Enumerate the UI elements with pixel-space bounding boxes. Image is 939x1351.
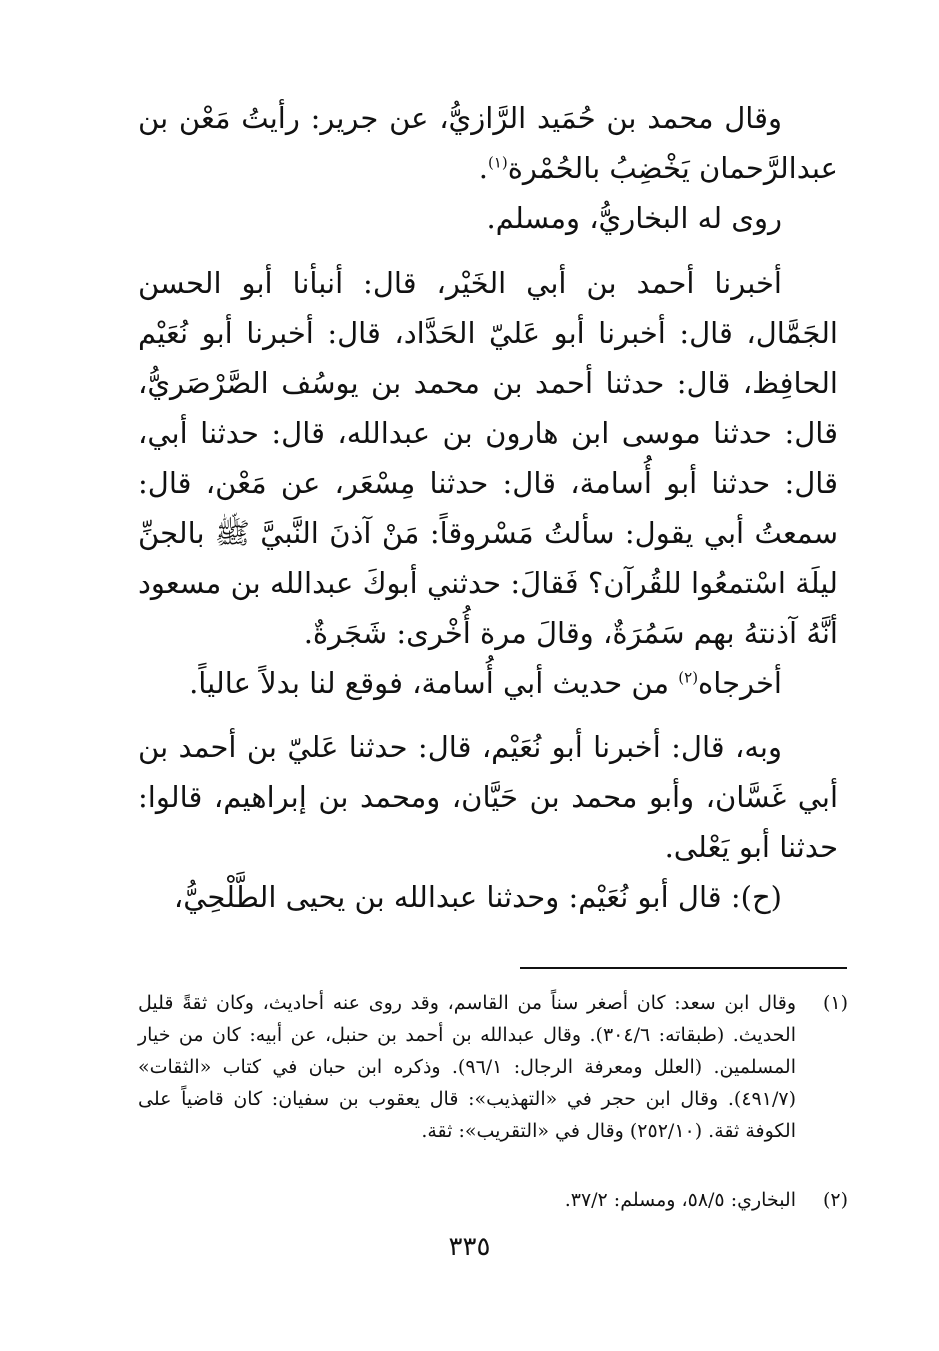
footnote-1-number: (١)	[822, 992, 848, 1014]
footnote-2	[138, 1184, 848, 1216]
paragraph-4-text: أخرجاه	[698, 666, 782, 700]
footnote-ref-1: (١)	[487, 153, 508, 172]
main-text-block-2	[138, 258, 838, 708]
footnote-2-number: (٢)	[822, 1189, 848, 1211]
footnote-1-text: وقال ابن سعد: كان أصغر سناً من القاسم، وقد روى عنه أحاديث، وكان ثقةً قليل الحديث. (طبقاته: ٣٠٤/٦). وقال عبدالله بن أحمد بن حنبل، عن أبيه: كان من خيار المسلمين. (العلل ومعرفة الرجال: ٩٦/١). وذكره ابن حبان في كتاب «الثقات» (٤٩١/٧). وقال ابن حجر في «التهذيب»: قال يعقوب بن سفيان: كان قاضياً على الكوفة ثقة. (٢٥٢/١٠) وقال في «التقريب»: ثقة.	[138, 992, 796, 1142]
main-text-block-3	[138, 722, 838, 922]
page-number: ٣٣٥	[448, 1232, 491, 1262]
paragraph-1-text: وقال محمد بن حُمَيد الرَّازيُّ، عن جرير: رأيتُ مَعْن بن عبدالرَّحمان يَخْضِبُ بالحُمْرة	[138, 101, 838, 185]
footnote-2-text: البخاري: ٥٨/٥، ومسلم: ٣٧/٢.	[564, 1189, 796, 1211]
paragraph-4	[138, 658, 838, 708]
paragraph-1-end: .	[478, 151, 488, 185]
paragraph-6: (ح): قال أبو نُعَيْم: وحدثنا عبدالله بن يحيى الطَّلْحِيُّ،	[173, 880, 782, 914]
footnote-separator	[520, 967, 847, 969]
footnote-ref-2: (٢)	[678, 668, 699, 687]
paragraph-2: روى له البخاريُّ، ومسلم.	[486, 201, 782, 235]
paragraph-5: وبه، قال: أخبرنا أبو نُعَيْم، قال: حدثنا عَليّ بن أحمد بن أبي غَسَّان، وأبو محمد بن حَيَّان، ومحمد بن إبراهيم، قالوا: حدثنا أبو يَعْلى.	[138, 730, 838, 864]
main-text-block-1	[138, 93, 838, 243]
footnote-1	[138, 987, 848, 1147]
paragraph-1	[138, 93, 838, 193]
paragraph-3: أخبرنا أحمد بن أبي الخَيْر، قال: أنبأنا أبو الحسن الجَمَّال، قال: أخبرنا أبو عَليّ الحَدَّاد، قال: أخبرنا أبو نُعَيْم الحافِظ، قال: حدثنا أحمد بن محمد بن يوسُف الصَّرْصَريُّ، قال: حدثنا موسى ابن هارون بن عبدالله، قال: حدثنا أبي، قال: حدثنا أبو أُسامة، قال: حدثنا مِسْعَر، عن مَعْن، قال: سمعتُ أبي يقول: سألتُ مَسْروقاً: مَنْ آذنَ النَّبيَّ ﷺ بالجنِّ ليلَة اسْتمعُوا للقُرآن؟ فَقالَ: حدثني أبوكَ عبدالله بن مسعود أنَّهُ آذنتهُ بهم سَمُرَةٌ، وقالَ مرة أُخْرى: شَجَرةٌ.	[138, 266, 838, 650]
paragraph-4-rest: من حديث أبي أُسامة، فوقع لنا بدلاً عالياً.	[189, 666, 679, 700]
